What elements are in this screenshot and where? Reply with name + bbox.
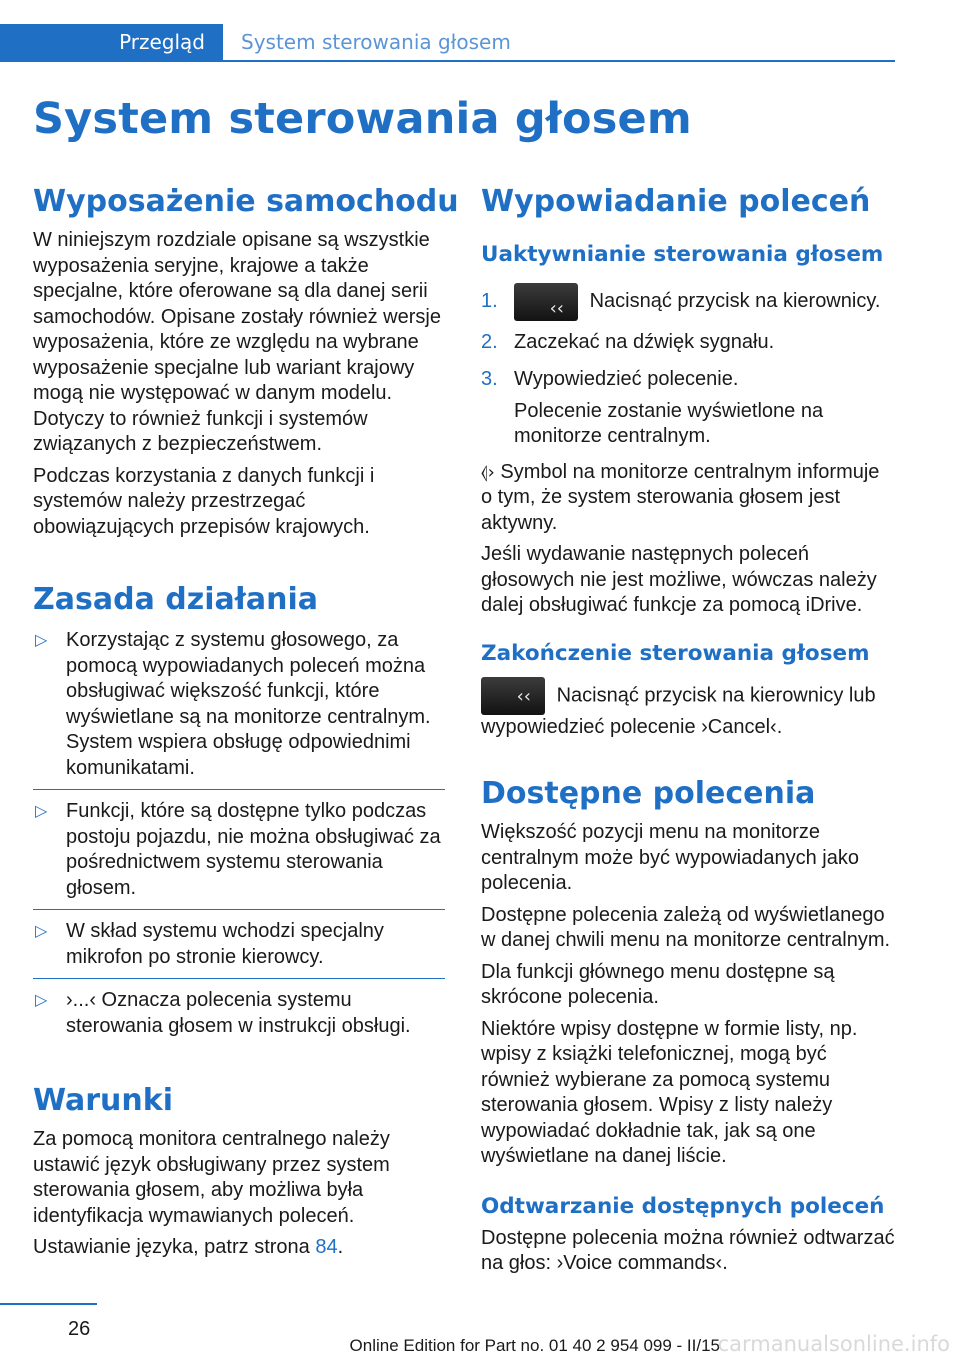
list-item	[33, 799, 445, 901]
language-setting-text: Ustawianie języka, patrz strona	[33, 1236, 316, 1258]
available-paragraph-1: Większość pozycji menu na monitorze centralnym może być wypowiadanych jako polecenia.	[481, 821, 859, 895]
section-heading-equipment: Wyposażenie samochodu	[33, 184, 459, 219]
playback-paragraph: Dostępne polecenia można również odtwarzać na głos: ›Voice commands‹.	[481, 1226, 895, 1275]
section-heading-requirements: Warunki	[33, 1083, 174, 1118]
bullet-text: Funkcji, które są dostępne tylko podczas postoju pojazdu, nie można obsługiwać za pośrednictwem systemu sterowania głosem.	[66, 800, 441, 899]
tab-voice-control[interactable]: System sterowania głosem	[241, 30, 511, 54]
step-note-text: Polecenie zostanie wyświetlone na monitorze centralnym.	[514, 399, 824, 448]
step-2	[481, 330, 896, 356]
voice-active-symbol-icon: ⦉›	[481, 461, 495, 483]
subheading-activate: Uaktywnianie sterowania głosem	[481, 242, 884, 267]
tab-overview[interactable]: Przegląd	[0, 24, 223, 60]
steering-wheel-voice-button-icon: ‹‹	[481, 677, 545, 715]
symbol-paragraph	[481, 460, 896, 537]
section-heading-commands: Wypowiadanie poleceń	[481, 184, 871, 219]
period: .	[337, 1236, 344, 1258]
step-3-note	[481, 399, 896, 450]
list-item	[33, 988, 445, 1039]
step-1	[481, 282, 896, 321]
end-text: Nacisnąć przycisk na kierownicy lub wypowiedzieć polecenie ›Cancel‹.	[481, 684, 876, 738]
header-bar	[0, 0, 960, 62]
bullet-text: ›...‹ Oznacza polecenia systemu sterowania głosem w instrukcji obsługi.	[66, 989, 411, 1037]
step-number: 2.	[481, 330, 498, 353]
triangle-bullet-icon: ▷	[35, 803, 48, 820]
symbol-text: Symbol na monitorze centralnym informuje o tym, że system sterowania głosem jest aktywny.	[481, 460, 880, 534]
section-heading-available-commands: Dostępne polecenia	[481, 776, 816, 812]
watermark: carmanualsonline.info	[717, 1332, 950, 1356]
left-column	[33, 178, 459, 1261]
available-paragraph-3: Dla funkcji głównego menu dostępne są skrócone polecenia.	[481, 960, 835, 1009]
requirements-paragraph: Za pomocą monitora centralnego należy ustawić język obsługiwany przez system sterowania głosem, aby możliwa była identyfikacja wymawianych poleceń.	[33, 1128, 390, 1227]
step-text: Wypowiedzieć polecenie.	[514, 368, 739, 391]
step-3	[481, 367, 896, 393]
page-84-link[interactable]: 84	[315, 1236, 338, 1258]
triangle-bullet-icon: ▷	[35, 632, 48, 649]
page-number: 26	[68, 1318, 91, 1340]
idrive-paragraph: Jeśli wydawanie następnych poleceń głosowych nie jest możliwe, wówczas należy dalej obsługiwać funkcje za pomocą iDrive.	[481, 543, 877, 617]
right-column	[481, 178, 896, 1277]
available-paragraph-2: Dostępne polecenia zależą od wyświetlanego w danej chwili menu na monitorze centralnym.	[481, 903, 891, 952]
divider	[33, 789, 445, 790]
section-heading-principle: Zasada działania	[33, 582, 318, 617]
page-title: System sterowania głosem	[33, 94, 692, 144]
equipment-paragraph-2: Podczas korzystania z danych funkcji i systemów należy przestrzegać obowiązujących przepisów krajowych.	[33, 464, 375, 538]
divider	[33, 909, 445, 910]
equipment-paragraph: W niniejszym rozdziale opisane są wszystkie wyposażenia seryjne, krajowe a także specjalne, które oferowane są dla danej serii samochodów. Opisane zostały również wersje wyposażenia, które ze względu na wybrane wyposażenie specjalne lub wariant krajowy mogą nie występować w danym modelu. Dotyczy to również funkcji i systemów związanych z bezpieczeństwem.	[33, 229, 441, 455]
list-item	[33, 628, 445, 781]
step-text: Nacisnąć przycisk na kierownicy.	[589, 290, 881, 312]
step-number: 1.	[481, 290, 498, 312]
bullet-text: W skład systemu wchodzi specjalny mikrofon po stronie kierowcy.	[66, 920, 384, 968]
list-item	[33, 919, 445, 970]
language-setting-paragraph	[33, 1235, 445, 1261]
triangle-bullet-icon: ▷	[35, 992, 48, 1009]
header-divider	[0, 60, 895, 62]
edition-note: Online Edition for Part no. 01 40 2 954 099 - II/15	[349, 1336, 720, 1355]
bullet-text: Korzystając z systemu głosowego, za pomocą wypowiadanych poleceń można obsługiwać większość funkcji, które wyświetlane są na monitorze centralnym. System wspiera obsługę odpowiednimi komunikatami.	[66, 629, 431, 779]
end-paragraph	[481, 677, 896, 741]
step-number: 3.	[481, 368, 498, 391]
subheading-end: Zakończenie sterowania głosem	[481, 640, 870, 666]
available-paragraph-4: Niektóre wpisy dostępne w formie listy, np. wpisy z książki telefonicznej, mogą być również wybierane za pomocą systemu sterowania głosem. Wpisy z listy należy wypowiadać dokładnie tak, jak są one wyświetlane na danej liście.	[481, 1017, 858, 1168]
subheading-playback: Odtwarzanie dostępnych poleceń	[481, 1193, 885, 1219]
divider	[33, 978, 445, 979]
step-text: Zaczekać na dźwięk sygnału.	[514, 330, 775, 353]
footer-divider	[0, 1303, 97, 1305]
triangle-bullet-icon: ▷	[35, 923, 48, 940]
steering-wheel-voice-button-icon: ‹‹	[514, 283, 578, 321]
